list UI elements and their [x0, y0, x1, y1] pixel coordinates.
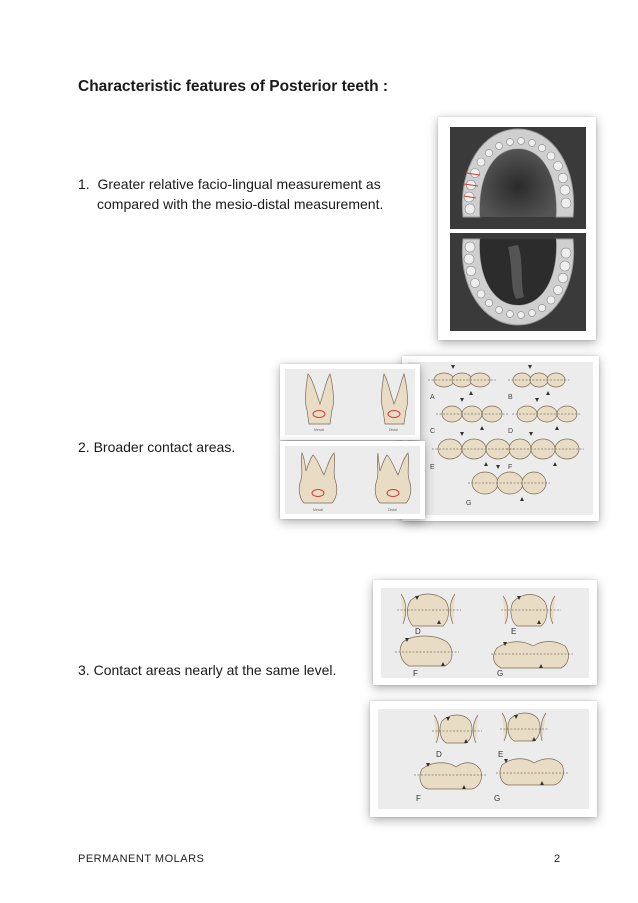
molar-teeth-figure	[280, 441, 425, 519]
level-bottom-letter-d: D	[436, 750, 442, 759]
point-2-text: Broader contact areas.	[93, 439, 236, 455]
footer-section-title: PERMANENT MOLARS	[78, 853, 205, 865]
point-3-text: Contact areas nearly at the same level.	[93, 662, 337, 678]
contact-level-figure-top-card	[373, 580, 597, 685]
contact-level-figure-bottom-card	[370, 701, 597, 817]
figure-letter-f: F	[508, 464, 513, 471]
level-top-letter-d: D	[415, 627, 421, 636]
point-3-number: 3.	[78, 662, 90, 678]
figure-letter-c: C	[430, 428, 436, 435]
figure-letter-e: E	[430, 464, 435, 471]
contact-level-figure-top	[373, 580, 597, 685]
point-1	[78, 174, 381, 194]
level-top-letter-e: E	[511, 627, 517, 636]
tooth-label-mesial-bottom: Mesial	[313, 508, 324, 512]
point-2	[78, 437, 235, 457]
level-top-letter-f: F	[413, 669, 418, 678]
figure-letter-g: G	[466, 500, 472, 507]
figure-letter-d: D	[508, 428, 514, 435]
page-number: 2	[554, 853, 561, 865]
page-title: Characteristic features of Posterior teeth :	[78, 78, 389, 95]
contact-areas-figure-card	[402, 356, 599, 521]
dental-arches-photo	[438, 117, 596, 340]
tooth-label-distal-bottom: Distal	[388, 508, 397, 512]
contact-level-figure-bottom	[370, 701, 597, 817]
molar-teeth-figure-card	[280, 441, 425, 519]
level-bottom-letter-e: E	[498, 750, 504, 759]
tooth-label-mesial-top: Mesial	[314, 428, 325, 432]
tooth-label-distal-top: Distal	[389, 428, 398, 432]
level-bottom-letter-g: G	[494, 794, 501, 803]
premolar-teeth-figure	[280, 364, 420, 440]
premolar-teeth-figure-card	[280, 364, 420, 440]
level-bottom-letter-f: F	[416, 794, 421, 803]
contact-areas-figure	[402, 356, 599, 521]
dental-arches-photo-card	[438, 117, 596, 340]
level-top-letter-g: G	[497, 669, 504, 678]
point-1-line-1: Greater relative facio-lingual measurement as	[97, 176, 381, 192]
point-1-number: 1.	[78, 176, 90, 192]
point-2-number: 2.	[78, 439, 90, 455]
point-3	[78, 660, 336, 680]
point-1-line-2: compared with the mesio-distal measurement.	[97, 196, 384, 212]
figure-letter-b: B	[508, 394, 513, 401]
figure-letter-a: A	[430, 394, 435, 401]
